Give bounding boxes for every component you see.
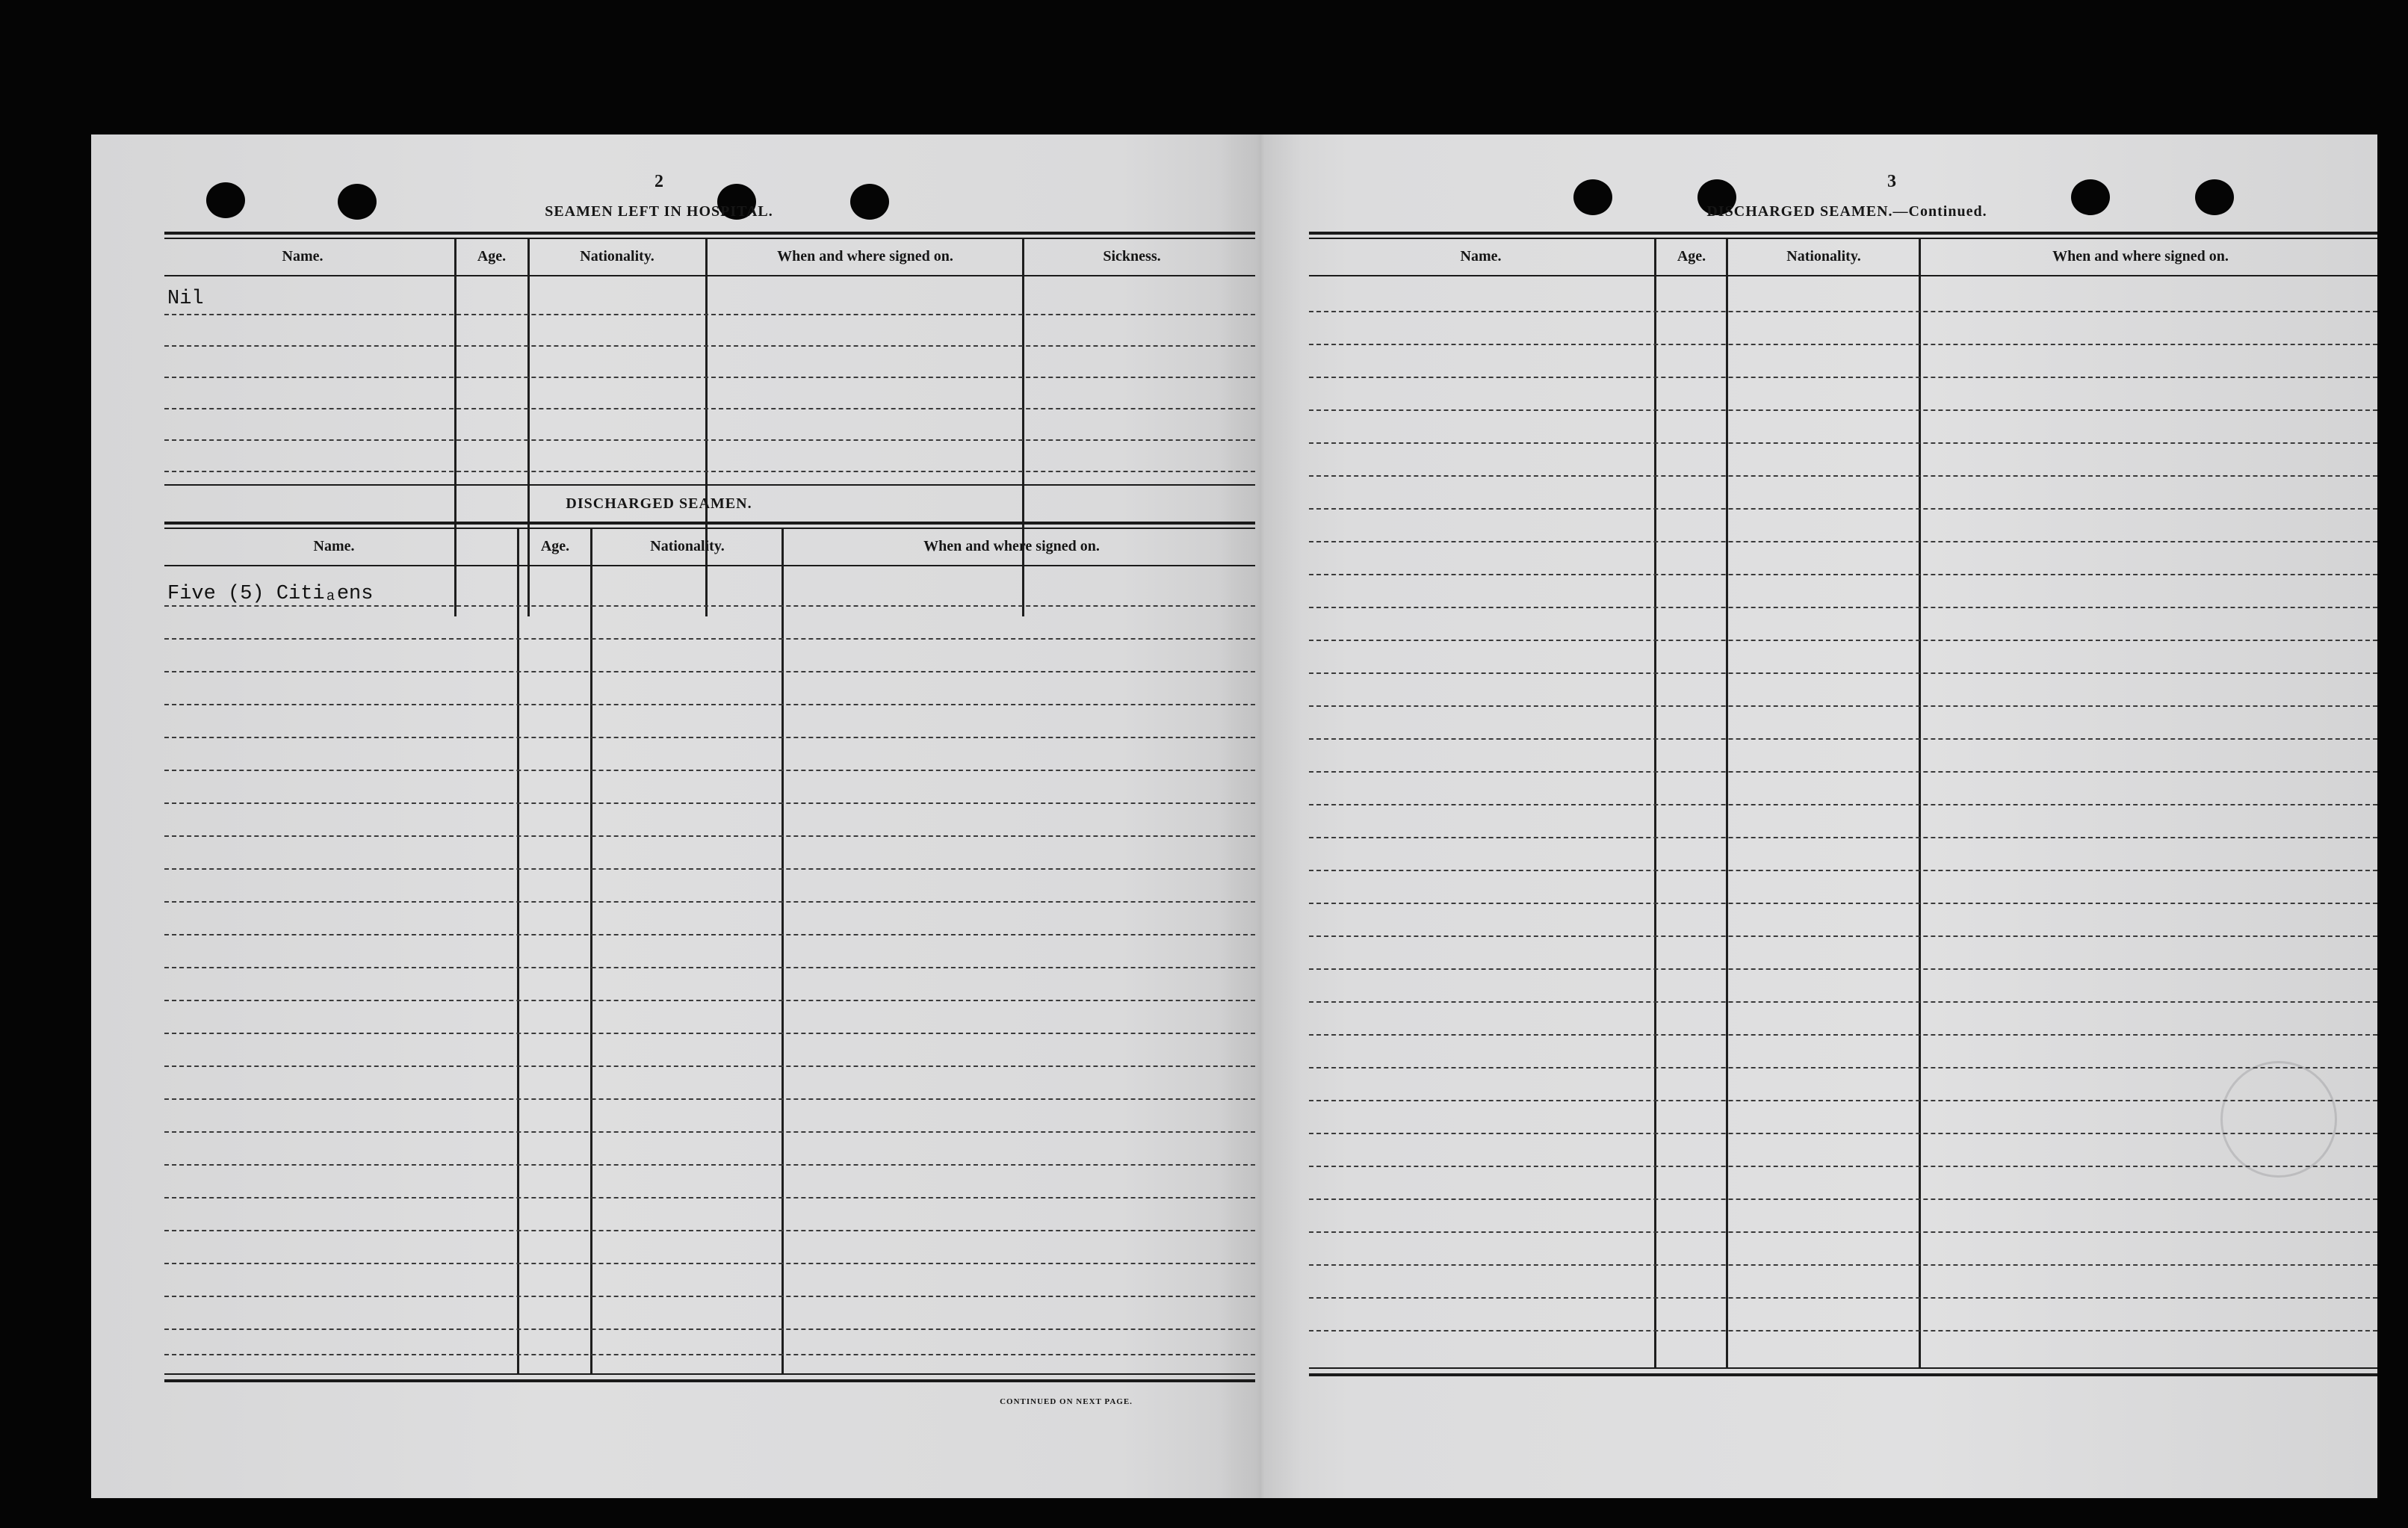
ruled-line bbox=[1309, 1231, 2377, 1233]
ruled-line bbox=[1309, 1166, 2377, 1167]
ruled-line bbox=[1309, 870, 2377, 871]
discharged-entry: Five (5) Citiₐens bbox=[167, 583, 374, 605]
ruled-line bbox=[1309, 771, 2377, 773]
ruled-line bbox=[1309, 1297, 2377, 1299]
column-header-name: Name. bbox=[313, 538, 355, 554]
table-bottom-rule bbox=[164, 1373, 1255, 1375]
column-header-signed-on: When and where signed on. bbox=[2052, 248, 2229, 265]
ruled-line bbox=[1309, 475, 2377, 477]
ruled-line bbox=[1309, 1264, 2377, 1266]
column-header-sickness: Sickness. bbox=[1103, 248, 1161, 265]
section-rule bbox=[164, 238, 1255, 239]
ruled-line bbox=[164, 408, 1255, 409]
column-header-name: Name. bbox=[282, 248, 324, 265]
column-header-age: Age. bbox=[1677, 248, 1706, 265]
ruled-line bbox=[1309, 1001, 2377, 1003]
header-underline bbox=[164, 565, 1255, 566]
ruled-line bbox=[1309, 409, 2377, 411]
ruled-line bbox=[1309, 1330, 2377, 1331]
hospital-entry: Nil bbox=[167, 288, 204, 310]
hospital-section-title: SEAMEN LEFT IN HOSPITAL. bbox=[545, 203, 773, 220]
ruled-line bbox=[1309, 1067, 2377, 1068]
ruled-line bbox=[1309, 1198, 2377, 1200]
column-header-name: Name. bbox=[1460, 248, 1502, 265]
ruled-line bbox=[1309, 968, 2377, 970]
ruled-line bbox=[164, 802, 1255, 804]
column-header-age: Age. bbox=[540, 538, 570, 554]
ruled-line bbox=[164, 770, 1255, 771]
ruled-line bbox=[164, 1263, 1255, 1264]
ruled-line bbox=[1309, 311, 2377, 312]
right-page bbox=[1234, 134, 2377, 1498]
ruled-line bbox=[164, 835, 1255, 837]
ruled-line bbox=[1309, 344, 2377, 345]
discharged-section-title: DISCHARGED SEAMEN. bbox=[566, 495, 752, 512]
section-rule bbox=[164, 232, 1255, 235]
ruled-line bbox=[164, 704, 1255, 705]
discharged-continued-title: DISCHARGED SEAMEN.—Continued. bbox=[1706, 203, 1987, 220]
ruled-line bbox=[164, 314, 1255, 315]
continued-note: CONTINUED ON NEXT PAGE. bbox=[1000, 1397, 1133, 1406]
ruled-line bbox=[164, 439, 1255, 441]
ruled-line bbox=[1309, 672, 2377, 674]
ruled-line bbox=[164, 671, 1255, 672]
ruled-line bbox=[164, 868, 1255, 870]
table-bottom-rule bbox=[1309, 1367, 2377, 1369]
ruled-line bbox=[1309, 935, 2377, 937]
header-underline bbox=[1309, 275, 2377, 276]
section-rule bbox=[1309, 232, 2377, 235]
table-bottom-rule bbox=[1309, 1373, 2377, 1376]
ruled-line bbox=[1309, 1034, 2377, 1036]
ruled-line bbox=[164, 345, 1255, 347]
ruled-line bbox=[164, 737, 1255, 738]
column-divider bbox=[590, 529, 592, 1373]
column-header-nationality: Nationality. bbox=[1786, 248, 1861, 265]
ruled-line bbox=[164, 471, 1255, 472]
ruled-line bbox=[1309, 837, 2377, 838]
left-page bbox=[91, 134, 1234, 1498]
ruled-line bbox=[164, 1033, 1255, 1034]
ruled-line bbox=[164, 638, 1255, 640]
column-divider bbox=[705, 239, 708, 616]
section-rule bbox=[164, 522, 1255, 525]
ruled-line bbox=[1309, 1133, 2377, 1134]
faint-stamp-bleed bbox=[2220, 1061, 2337, 1178]
ruled-line bbox=[1309, 903, 2377, 904]
document-sheet bbox=[91, 134, 2377, 1498]
column-header-signed-on: When and where signed on. bbox=[923, 538, 1100, 554]
ruled-line bbox=[1309, 640, 2377, 641]
ruled-line bbox=[1309, 442, 2377, 444]
ruled-line bbox=[164, 934, 1255, 935]
section-rule bbox=[164, 484, 1255, 486]
ruled-line bbox=[1309, 377, 2377, 378]
column-divider bbox=[454, 239, 456, 616]
section-rule bbox=[1309, 238, 2377, 239]
ruled-line bbox=[164, 1296, 1255, 1297]
ruled-line bbox=[1309, 574, 2377, 575]
table-bottom-rule bbox=[164, 1379, 1255, 1382]
page-number: 3 bbox=[1887, 172, 1896, 191]
ruled-line bbox=[164, 1230, 1255, 1231]
ruled-line bbox=[1309, 738, 2377, 740]
ruled-line bbox=[164, 377, 1255, 378]
column-divider bbox=[781, 529, 784, 1373]
header-underline bbox=[164, 275, 1255, 276]
ruled-line bbox=[1309, 541, 2377, 542]
ruled-line bbox=[164, 1164, 1255, 1166]
ruled-line bbox=[164, 605, 1255, 607]
ruled-line bbox=[164, 1000, 1255, 1001]
column-header-signed-on: When and where signed on. bbox=[777, 248, 953, 265]
section-rule bbox=[164, 528, 1255, 529]
ruled-line bbox=[164, 1098, 1255, 1100]
ruled-line bbox=[164, 1131, 1255, 1133]
column-divider bbox=[517, 529, 519, 1373]
ruled-line bbox=[164, 901, 1255, 903]
column-divider bbox=[527, 239, 530, 616]
ruled-line bbox=[164, 1197, 1255, 1198]
ruled-line bbox=[164, 1065, 1255, 1067]
column-divider bbox=[1022, 239, 1024, 616]
ruled-line bbox=[1309, 804, 2377, 805]
column-header-nationality: Nationality. bbox=[580, 248, 654, 265]
ruled-line bbox=[164, 967, 1255, 968]
ruled-line bbox=[164, 1329, 1255, 1330]
ruled-line bbox=[1309, 705, 2377, 707]
ruled-line bbox=[1309, 607, 2377, 608]
ruled-line bbox=[1309, 508, 2377, 510]
page-number: 2 bbox=[654, 172, 663, 191]
ruled-line bbox=[164, 1354, 1255, 1355]
column-header-nationality: Nationality. bbox=[650, 538, 725, 554]
column-header-age: Age. bbox=[477, 248, 507, 265]
ruled-line bbox=[1309, 1100, 2377, 1101]
